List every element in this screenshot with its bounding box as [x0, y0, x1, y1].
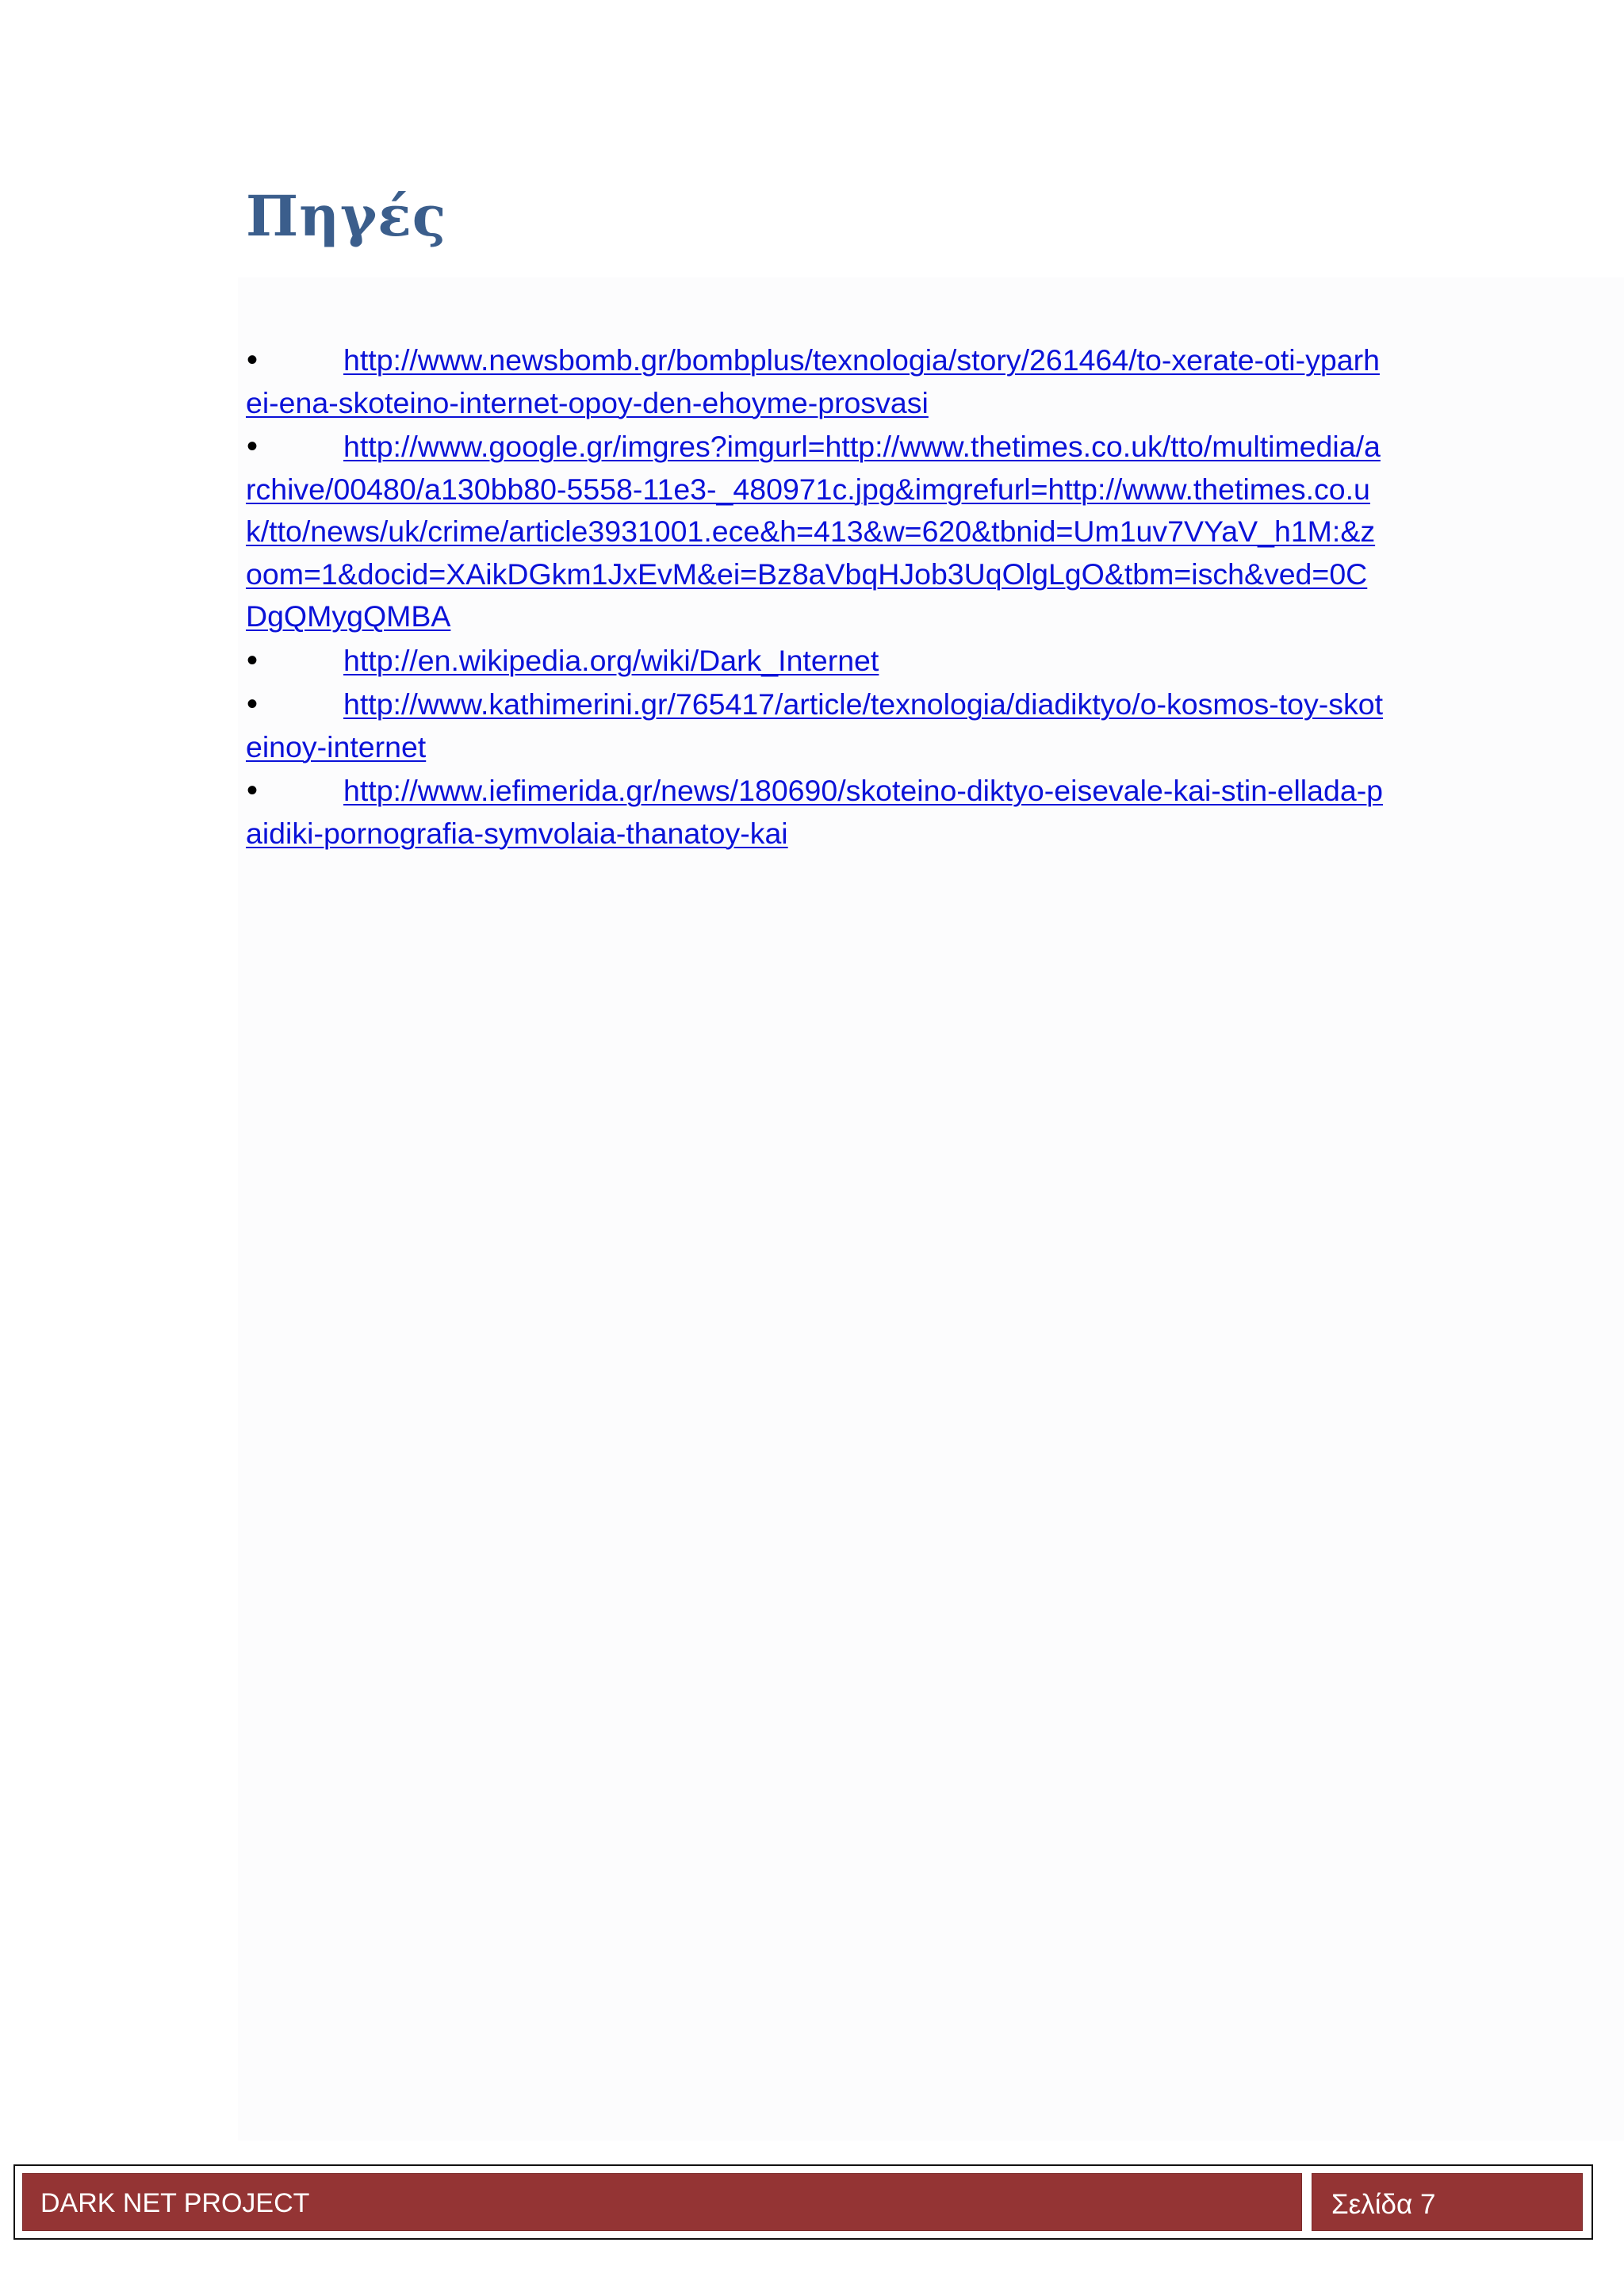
source-link[interactable]: http://www.iefimerida.gr/news/180690/skoteino-diktyo-eisevale-kai-stin-ellada-paidiki-pornografia-symvolaia-thanatoy-kai: [246, 774, 1384, 850]
source-link[interactable]: http://en.wikipedia.org/wiki/Dark_Internet: [343, 643, 879, 677]
source-item: [246, 426, 1388, 638]
source-item: [246, 640, 1388, 683]
footer-page-number: Σελίδα 7: [1331, 2189, 1436, 2220]
source-item: [246, 683, 1388, 768]
source-link[interactable]: http://www.newsbomb.gr/bombplus/texnologia/story/261464/to-xerate-oti-yparhei-ena-skoteino-internet-opoy-den-ehoyme-prosvasi: [246, 343, 1380, 419]
page-title: Πηγές: [246, 183, 447, 249]
page-footer: [13, 2164, 1593, 2240]
footer-project-title: DARK NET PROJECT: [40, 2188, 310, 2218]
footer-page-box: [1312, 2173, 1583, 2231]
footer-project-box: [22, 2173, 1302, 2231]
bullet-icon: •: [247, 642, 259, 678]
bullet-icon: •: [247, 687, 259, 721]
sources-list: [246, 339, 1388, 856]
source-link[interactable]: http://www.google.gr/imgres?imgurl=http://www.thetimes.co.uk/tto/multimedia/archive/00480/a130bb80-5558-11e3-_480971c.jpg&imgrefurl=http://www.thetimes.co.uk/tto/news/uk/crime/article3931001.ece&h=413&w=620&tbnid=Um1uv7VYaV_h1M:&zoom=1&docid=XAikDGkm1JxEvM&ei=Bz8aVbqHJob3UqOlgLgO&tbm=isch&ved=0CDgQMygQMBA: [246, 430, 1381, 633]
source-item: [246, 770, 1388, 855]
bullet-icon: •: [247, 342, 259, 377]
source-link[interactable]: http://www.kathimerini.gr/765417/article/texnologia/diadiktyo/o-kosmos-toy-skoteinoy-internet: [246, 687, 1384, 763]
bullet-icon: •: [247, 773, 259, 808]
bullet-icon: •: [247, 429, 259, 464]
source-item: [246, 339, 1388, 424]
